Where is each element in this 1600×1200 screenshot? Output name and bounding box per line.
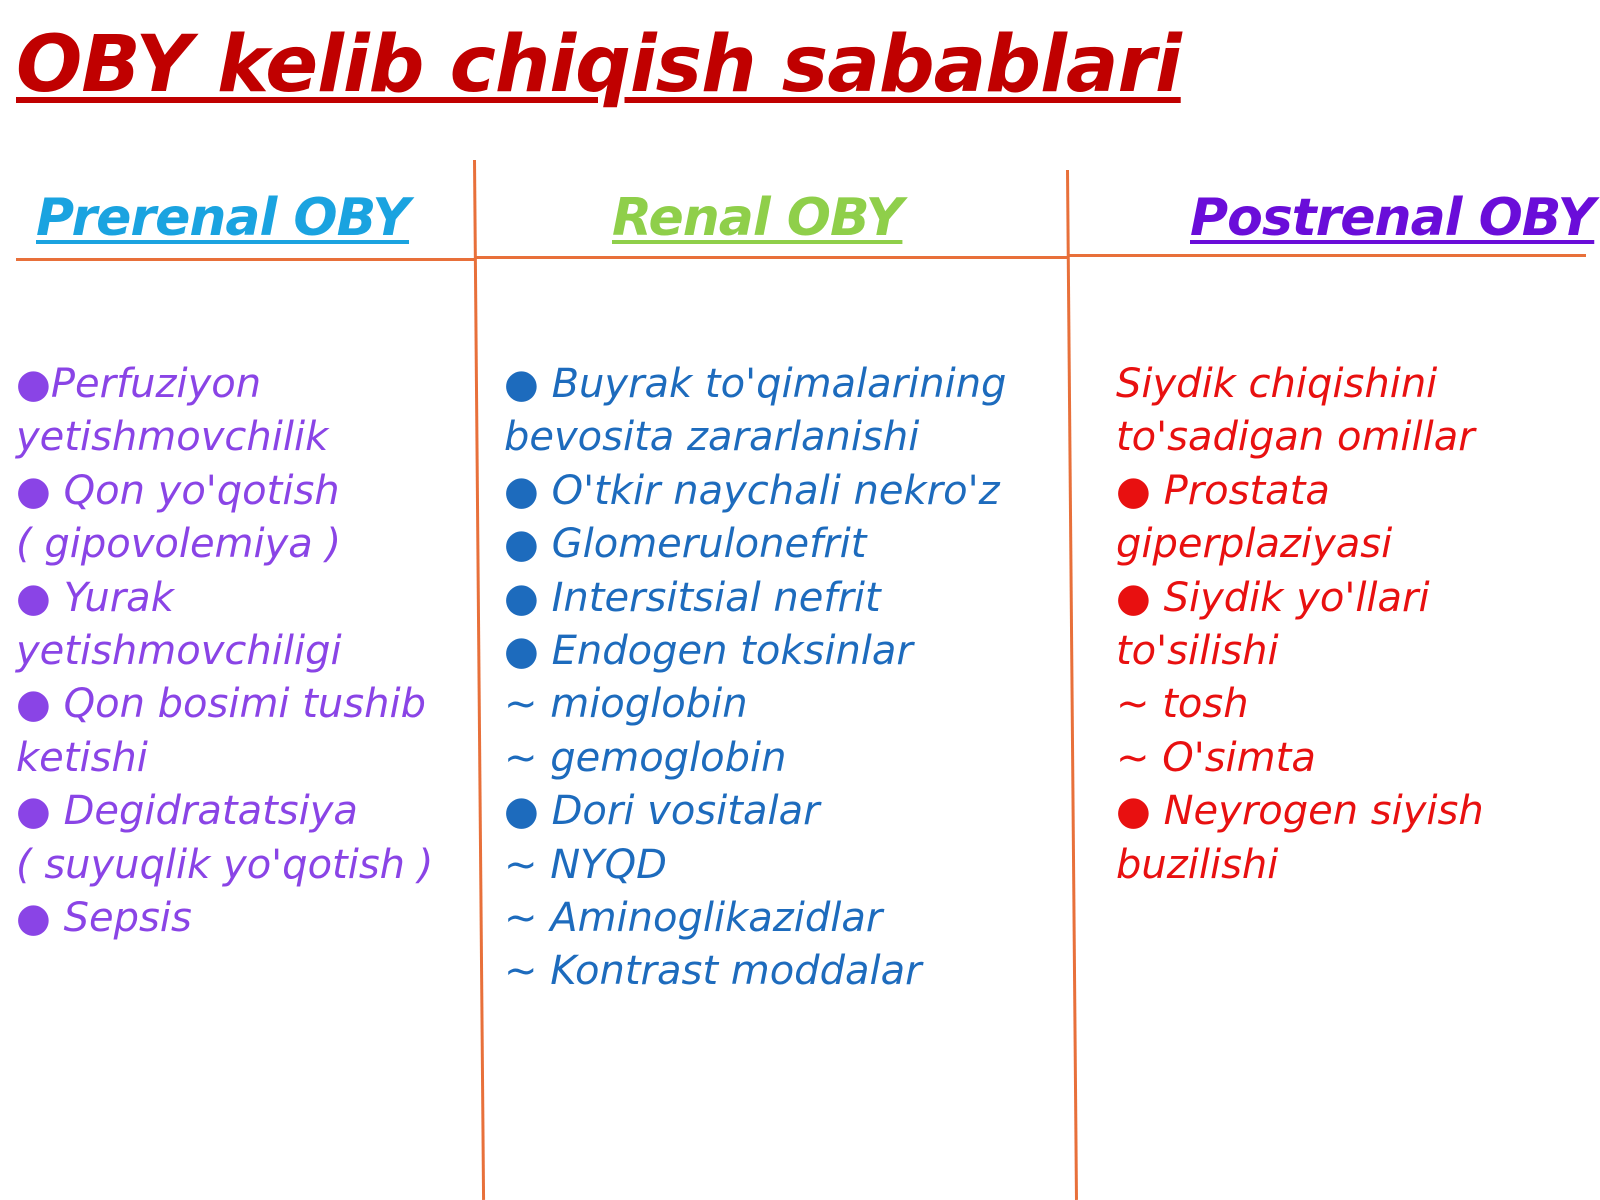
list-item: ( gipovolemiya ) [16,521,342,568]
list-item: ● Prostata giperplaziyasi [1116,467,1393,568]
list-item: ~ Kontrast moddalar [504,948,922,995]
list-item: buzilishi [1116,841,1279,888]
list-item: ● Intersitsial nefrit [504,574,881,621]
list-item: ● Yurak [16,574,174,621]
header-divider-left [16,258,474,261]
list-item: Siydik chiqishini [1116,361,1438,407]
list-item: ● Dori vositalar [504,788,820,835]
list-item: ● Endogen toksinlar [504,628,913,675]
header-divider-right [1068,254,1586,257]
list-item: ● Qon yo'qotish [16,467,340,514]
prerenal-causes-list [16,358,456,945]
column-heading-postrenal: Postrenal OBY [1190,188,1595,248]
list-item: ( suyuqlik yo'qotish ) [16,841,434,888]
list-item: yetishmovchiligi [16,628,342,675]
list-item: ketishi [16,734,148,781]
list-item: ~ tosh [1116,681,1249,728]
list-item: ● Siydik yo'llari to'silishi [1116,574,1430,675]
list-item: ~ Aminoglikazidlar [504,895,883,942]
postrenal-causes-list [1116,358,1596,892]
list-item: ~ mioglobin [504,681,748,728]
list-item: ● Neyrogen siyish [1116,788,1484,835]
column-divider-right [1066,170,1078,1200]
list-item: ● Glomerulonefrit [504,521,867,568]
list-item: ●Perfuziyon [16,361,262,407]
header-divider-middle [474,256,1068,259]
list-item: ~ gemoglobin [504,734,787,781]
page-title: OBY kelib chiqish sabablari [16,20,1181,110]
list-item: yetishmovchilik [16,414,329,461]
column-heading-renal: Renal OBY [612,188,903,248]
renal-causes-list [504,358,1044,999]
list-item: ● O'tkir naychali nekro'z [504,467,1000,514]
list-item: ● Sepsis [16,895,192,942]
list-item: ● Degidratatsiya [16,788,358,835]
list-item: ~ O'simta [1116,734,1316,781]
list-item: to'sadigan omillar [1116,414,1475,461]
column-divider-left [473,160,485,1200]
list-item: ● Qon bosimi tushib [16,681,426,728]
list-item: ~ NYQD [504,841,667,888]
column-heading-prerenal: Prerenal OBY [36,188,410,248]
list-item: bevosita zararlanishi [504,414,920,461]
list-item: ● Buyrak to'qimalarining [504,361,1007,407]
